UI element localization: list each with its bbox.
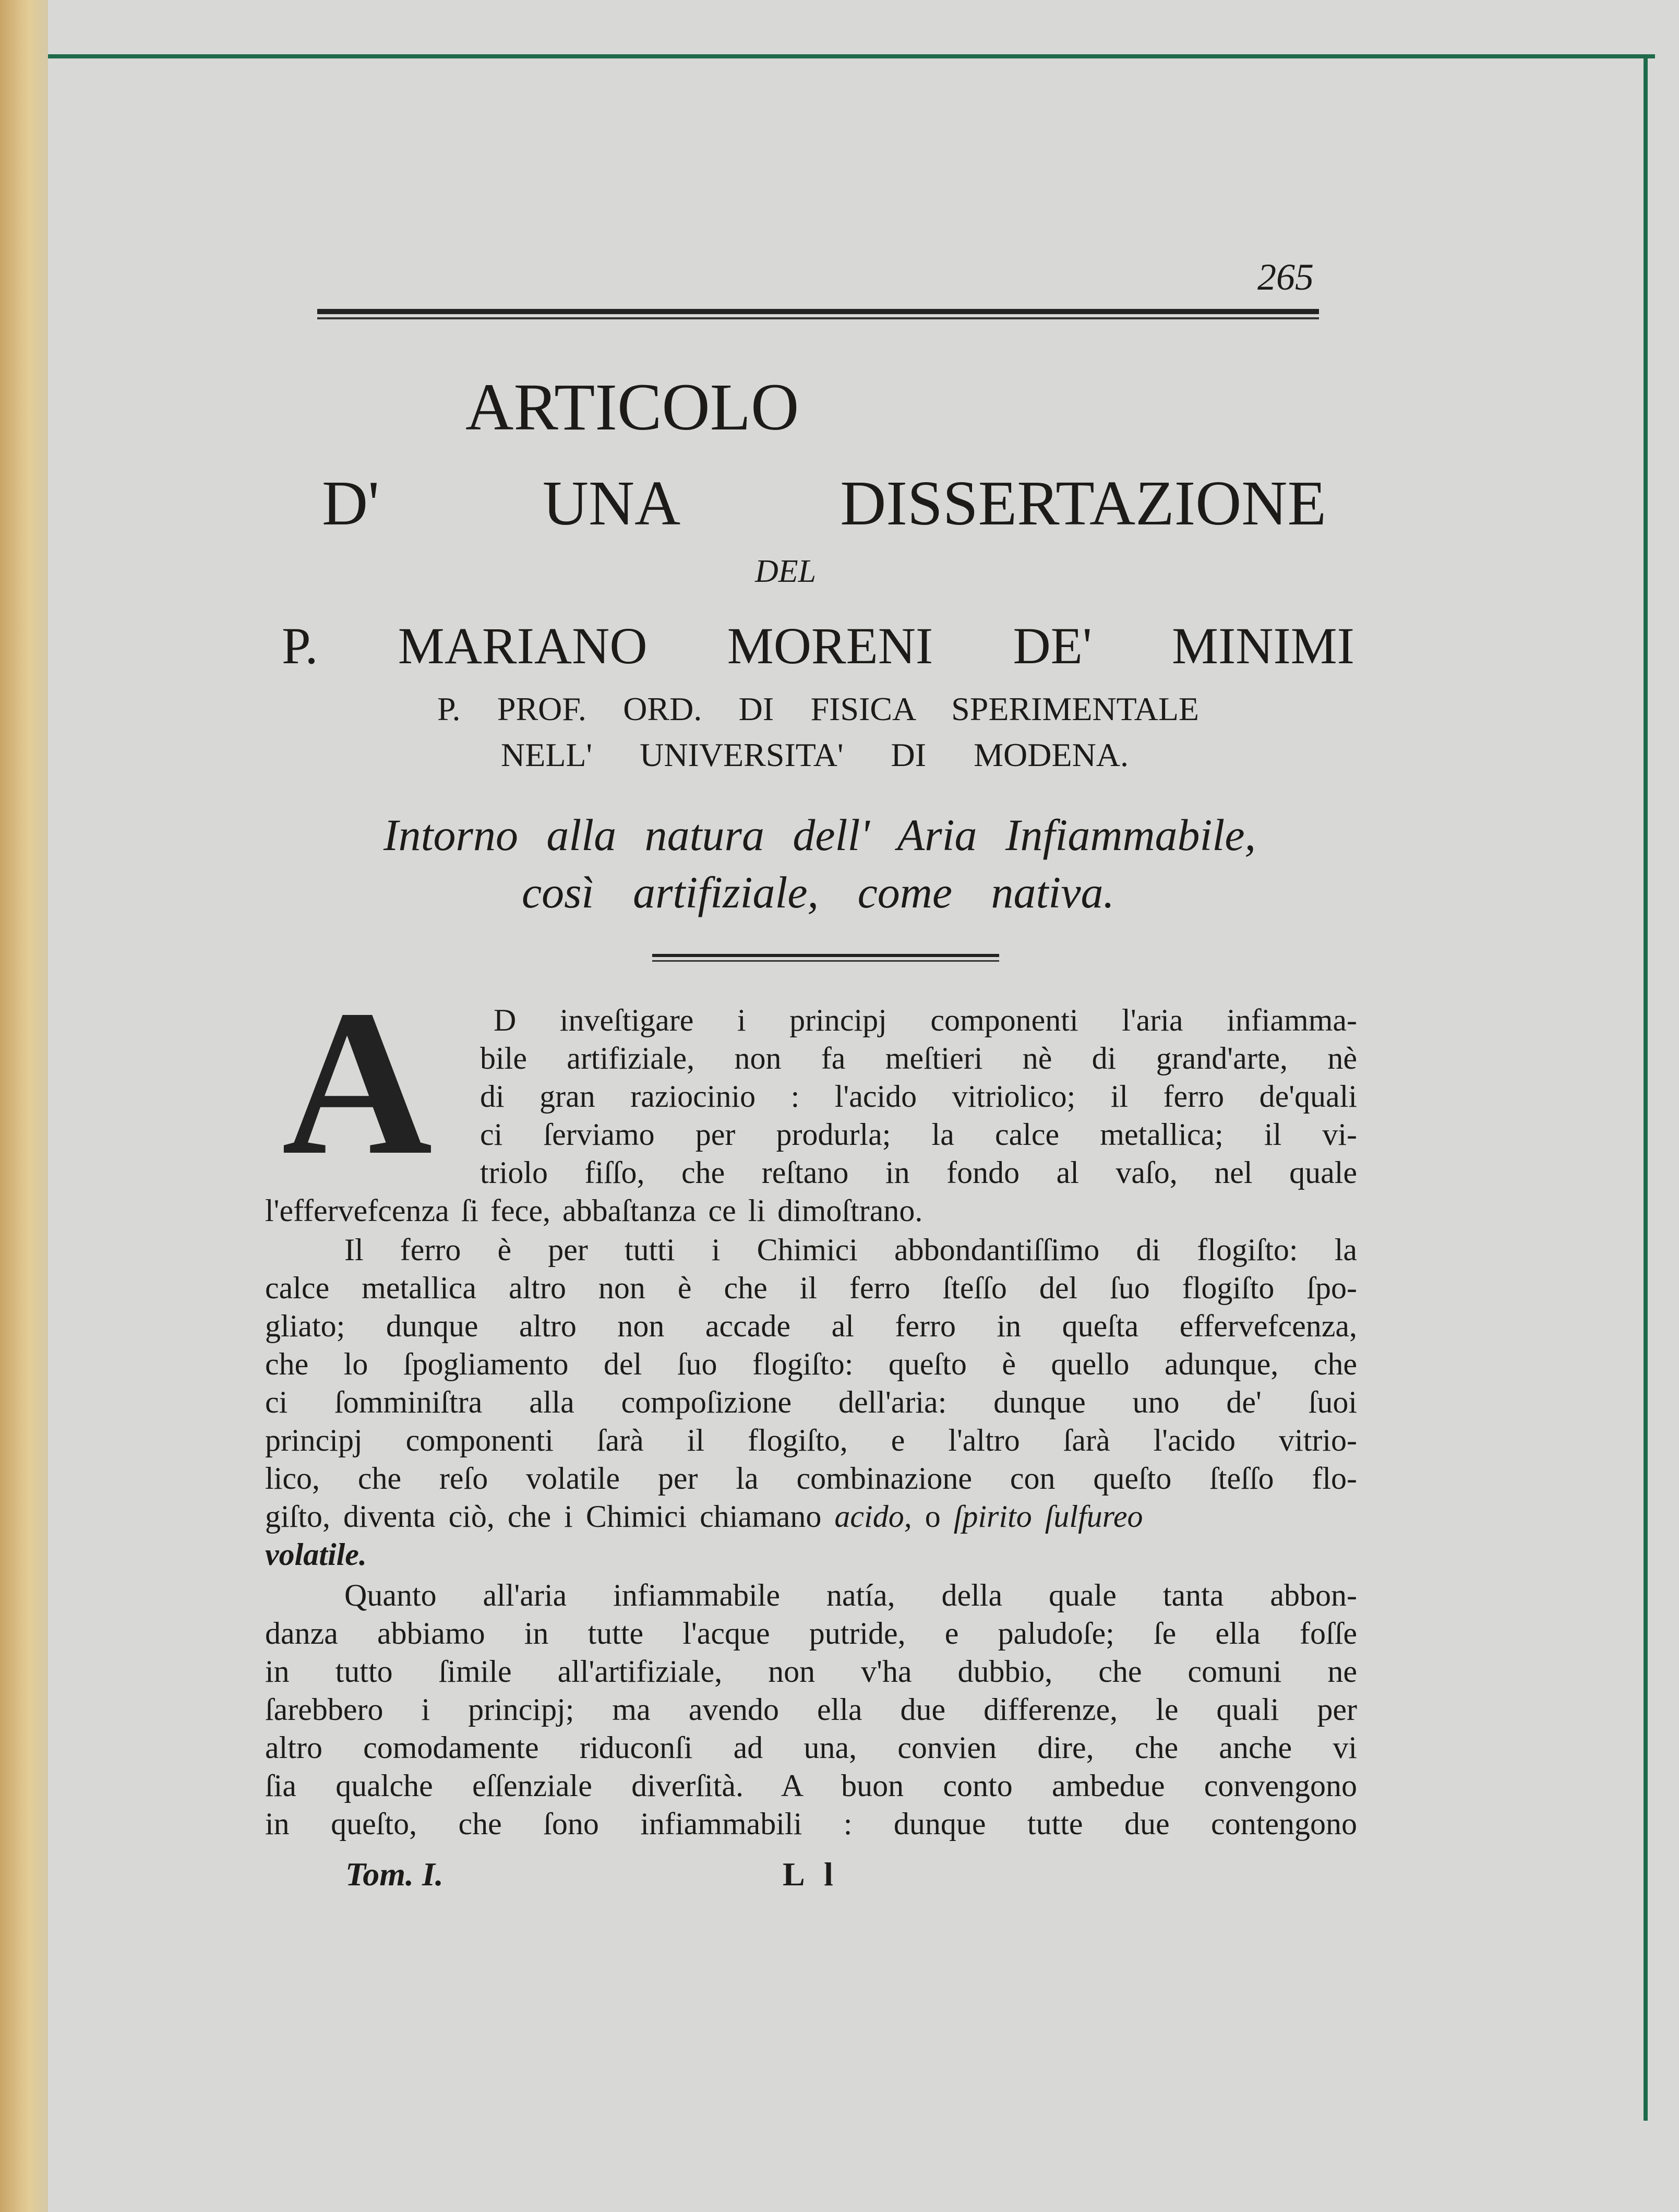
header-rule-thin — [317, 317, 1319, 319]
italic-term: ſpirito ſulfureo — [953, 1499, 1143, 1534]
subtitle-rule — [652, 954, 999, 957]
text-line-with-italics — [265, 1498, 1357, 1535]
text-run: o — [925, 1499, 941, 1534]
italic-term-volatile: volatile. — [265, 1537, 367, 1572]
text-line: danza abbiamo in tutte l'acque putride, e paludoſe; ſe ella foſſe — [265, 1616, 1357, 1651]
text-line: principj componenti ſarà il flogiſto, e l'altro ſarà l'acido vitrio- — [265, 1423, 1357, 1457]
text-line: triolo fiſſo, che reſtano in fondo al vaſo, nel quale — [480, 1155, 1357, 1190]
text-line: ci ſomminiſtra alla compoſizione dell'aria: dunque uno de' ſuoi — [265, 1385, 1357, 1419]
page-edge — [0, 0, 48, 2212]
text-line: ci ſerviamo per produrla; la calce metallica; il vi- — [480, 1117, 1357, 1152]
header-rule — [317, 309, 1319, 314]
text-line: l'effervefcenza ſi fece, abbaſtanza ce li dimoſtrano. — [265, 1193, 923, 1228]
italic-term: acido, — [834, 1499, 912, 1534]
border-right — [1644, 54, 1648, 2121]
text-line: che lo ſpogliamento del ſuo flogiſto: queſto è quello adunque, che — [265, 1347, 1357, 1381]
drop-cap-initial: A — [282, 967, 433, 1198]
text-line: ſarebbero i principj; ma avendo ella due differenze, le quali per — [265, 1692, 1357, 1727]
subtitle-line-1: Intorno alla natura dell' Aria Infiammabile, — [383, 810, 1256, 860]
text-line: gliato; dunque altro non accade al ferro in queſta effervefcenza, — [265, 1309, 1357, 1343]
text-line: calce metallica altro non è che il ferro ſteſſo del ſuo flogiſto ſpo- — [265, 1271, 1357, 1305]
text-line: altro comodamente riduconſi ad una, convien dire, che anche vi — [265, 1730, 1357, 1765]
author-name: P. MARIANO MORENI DE' MINIMI — [282, 617, 1354, 675]
text-line: bile artifiziale, non fa meſtieri nè di grand'arte, nè — [480, 1041, 1357, 1075]
text-line: Quanto all'aria infiammabile natía, della quale tanta abbon- — [344, 1578, 1357, 1612]
text-run: giſto, diventa ciò, che i Chimici chiamano — [265, 1499, 822, 1534]
text-line: Il ferro è per tutti i Chimici abbondantiſſimo di flogiſto: la — [344, 1233, 1357, 1267]
text-line: D inveſtigare i principj componenti l'aria infiamma- — [494, 1003, 1357, 1037]
text-line: in tutto ſimile all'artifiziale, non v'ha dubbio, che comuni ne — [265, 1654, 1357, 1689]
subtitle-rule-thin — [652, 960, 999, 962]
subtitle-line-2: così artifiziale, come nativa. — [522, 867, 1114, 917]
author-role-1: P. PROF. ORD. DI FISICA SPERIMENTALE — [437, 690, 1199, 727]
author-role-2: NELL' UNIVERSITA' DI MODENA. — [501, 736, 1129, 773]
text-line: ſia qualche eſſenziale diverſità. A buon conto ambedue convengono — [265, 1768, 1357, 1803]
footer-volume: Tom. I. — [345, 1856, 443, 1893]
text-line: lico, che reſo volatile per la combinazione con queſto ſteſſo flo- — [265, 1461, 1357, 1496]
title-dissertazione: D' UNA DISSERTAZIONE — [322, 468, 1326, 539]
text-line: di gran raziocinio : l'acido vitriolico; il ferro de'quali — [480, 1079, 1357, 1114]
title-del: DEL — [755, 554, 817, 589]
page-number: 265 — [1257, 256, 1314, 298]
footer-signature: L l — [783, 1856, 840, 1893]
title-articolo: ARTICOLO — [465, 370, 799, 444]
text-line: in queſto, che ſono infiammabili : dunque tutte due contengono — [265, 1807, 1357, 1841]
border-top — [48, 54, 1655, 58]
